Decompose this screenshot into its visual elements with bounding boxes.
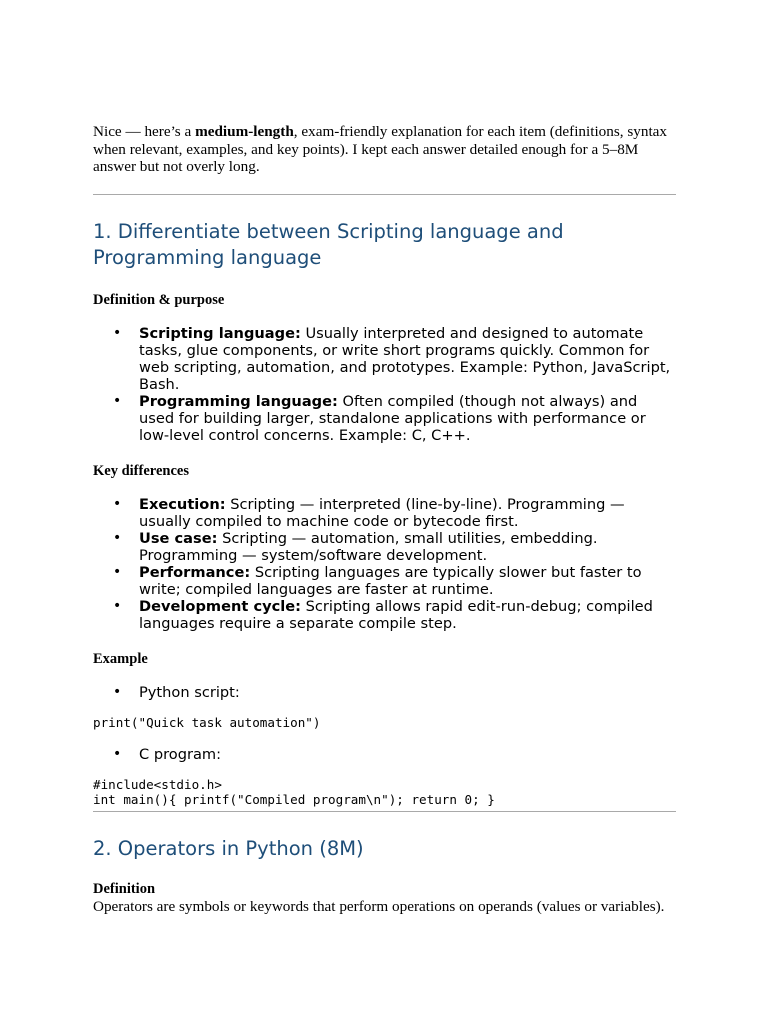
example-list-python xyxy=(93,684,676,701)
term-label: Use case: xyxy=(139,529,218,547)
term-label: Scripting language: xyxy=(139,324,301,342)
example-list-c xyxy=(93,746,676,763)
bullet-icon: • xyxy=(113,597,122,614)
list-item xyxy=(93,746,676,763)
definition-list xyxy=(93,325,676,444)
term-label: Development cycle: xyxy=(139,597,301,615)
list-item xyxy=(93,530,676,564)
document-page xyxy=(93,123,676,915)
example-c-label: C program: xyxy=(139,745,222,763)
bullet-icon: • xyxy=(113,495,122,512)
bullet-icon: • xyxy=(113,683,122,700)
list-item xyxy=(93,325,676,393)
term-text: Usually interpreted and designed to automate tasks, glue components, or write short programs quickly. Common for web scripting, automation, and prototypes. Example: Python, JavaScript, Bash. xyxy=(139,324,671,393)
bullet-icon: • xyxy=(113,392,122,409)
example-heading: Example xyxy=(93,650,148,667)
intro-paragraph xyxy=(93,123,676,176)
term-label: Execution: xyxy=(139,495,226,513)
intro-suffix: , exam-friendly explanation for each item (definitions, syntax when relevant, examples, and key points). I kept each answer detailed enough for a 5–8M answer but not overly long. xyxy=(93,123,668,175)
term-label: Performance: xyxy=(139,563,251,581)
term-text: Scripting — interpreted (line-by-line). Programming — usually compiled to machine code or bytecode first. xyxy=(139,495,625,530)
list-item xyxy=(93,564,676,598)
bullet-icon: • xyxy=(113,324,122,341)
section-2-title: 2. Operators in Python (8M) xyxy=(93,836,364,860)
section-2-definition-heading: Definition xyxy=(93,880,156,897)
list-item xyxy=(93,393,676,444)
intro-bold: medium-length xyxy=(195,123,294,140)
differences-list xyxy=(93,496,676,632)
differences-heading: Key differences xyxy=(93,462,189,479)
section-2-definition-text: Operators are symbols or keywords that perform operations on operands (values or variables). xyxy=(93,897,665,915)
c-code-block: #include<stdio.h> int main(){ printf("Compiled program\n"); return 0; } xyxy=(93,776,495,807)
term-text: Often compiled (though not always) and used for building larger, standalone applications with performance or low-level control concerns. Example: C, C++. xyxy=(139,392,646,444)
list-item xyxy=(93,598,676,632)
list-item xyxy=(93,496,676,530)
term-label: Programming language: xyxy=(139,392,338,410)
term-text: Scripting — automation, small utilities, embedding. Programming — system/software development. xyxy=(139,529,598,564)
bullet-icon: • xyxy=(113,529,122,546)
bullet-icon: • xyxy=(113,745,122,762)
python-code-block: print("Quick task automation") xyxy=(93,714,321,730)
definition-heading: Definition & purpose xyxy=(93,291,225,308)
section-1-title: 1. Differentiate between Scripting language and Programming language xyxy=(93,219,564,269)
example-python-label: Python script: xyxy=(139,683,240,701)
list-item xyxy=(93,684,676,701)
term-text: Scripting languages are typically slower but faster to write; compiled languages are faster at runtime. xyxy=(139,563,642,598)
term-text: Scripting allows rapid edit-run-debug; compiled languages require a separate compile step. xyxy=(139,597,653,632)
intro-prefix: Nice — here’s a xyxy=(93,123,196,140)
bullet-icon: • xyxy=(113,563,122,580)
